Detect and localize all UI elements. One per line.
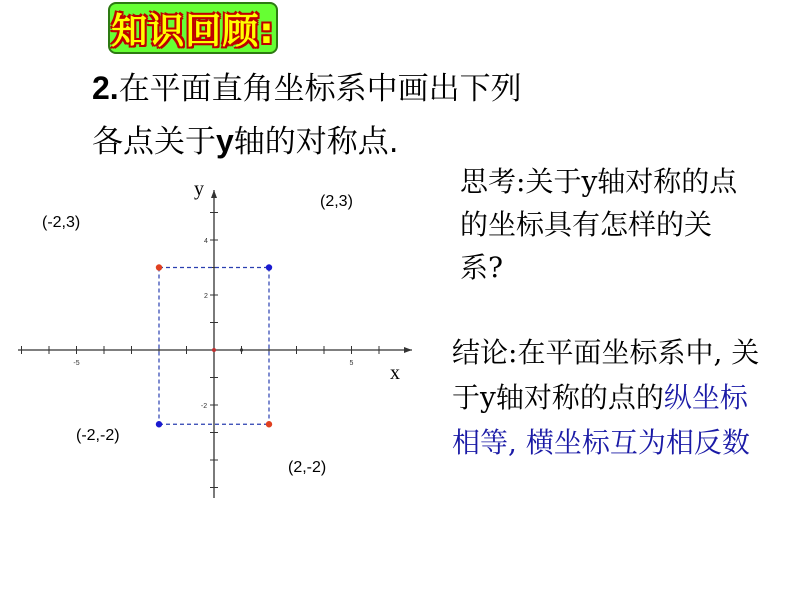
think-prompt	[460, 160, 750, 289]
heading-line-1-text: 在平面直角坐标系中画出下列	[118, 71, 522, 107]
heading-y: y	[216, 123, 234, 159]
point-label-2-3: (2,3)	[320, 193, 353, 210]
heading-line-2-text-a: 各点关于	[92, 124, 216, 160]
y-tick-label-neg2: -2	[200, 403, 208, 410]
point-label-neg2-neg2: (-2,-2)	[76, 427, 120, 444]
x-one-marker	[240, 348, 243, 351]
point-dot-1	[266, 264, 272, 270]
origin-dot	[212, 348, 216, 352]
x-tick-label-5: 5	[349, 360, 354, 367]
y-axis-arrow	[211, 190, 217, 198]
heading-line-2-text-b: 轴的对称点.	[233, 124, 399, 160]
conclusion-black: 在平面坐标系中, 关于y轴对称的点的	[452, 336, 760, 414]
point-dot-2	[156, 421, 162, 427]
conclusion-text	[452, 330, 772, 465]
conclusion-middle: , 横坐标	[508, 426, 610, 459]
question-number: 2.	[92, 70, 119, 106]
think-body: 关于y轴对称的点的坐标具有怎样的关系?	[460, 165, 738, 284]
y-tick-label-4: 4	[204, 238, 208, 245]
x-axis-label: x	[390, 362, 400, 384]
point-label-2-neg2: (2,-2)	[288, 459, 327, 476]
y-axis-label: y	[194, 178, 204, 200]
conclusion-prefix: 结论:	[452, 336, 518, 369]
point-dot-0	[156, 264, 162, 270]
think-prefix: 思考:	[460, 165, 526, 198]
y-tick-label-2: 2	[204, 293, 208, 300]
x-axis-arrow	[404, 347, 412, 353]
x-tick-label-neg5: -5	[73, 360, 80, 367]
conclusion-blue-2: 互为相反数	[609, 426, 750, 459]
point-dot-3	[266, 421, 272, 427]
badge-text: 知识回顾:	[111, 10, 275, 52]
conclusion-blue-1: 纵坐标相等	[452, 381, 748, 459]
point-label-neg2-3: (-2,3)	[42, 214, 81, 231]
